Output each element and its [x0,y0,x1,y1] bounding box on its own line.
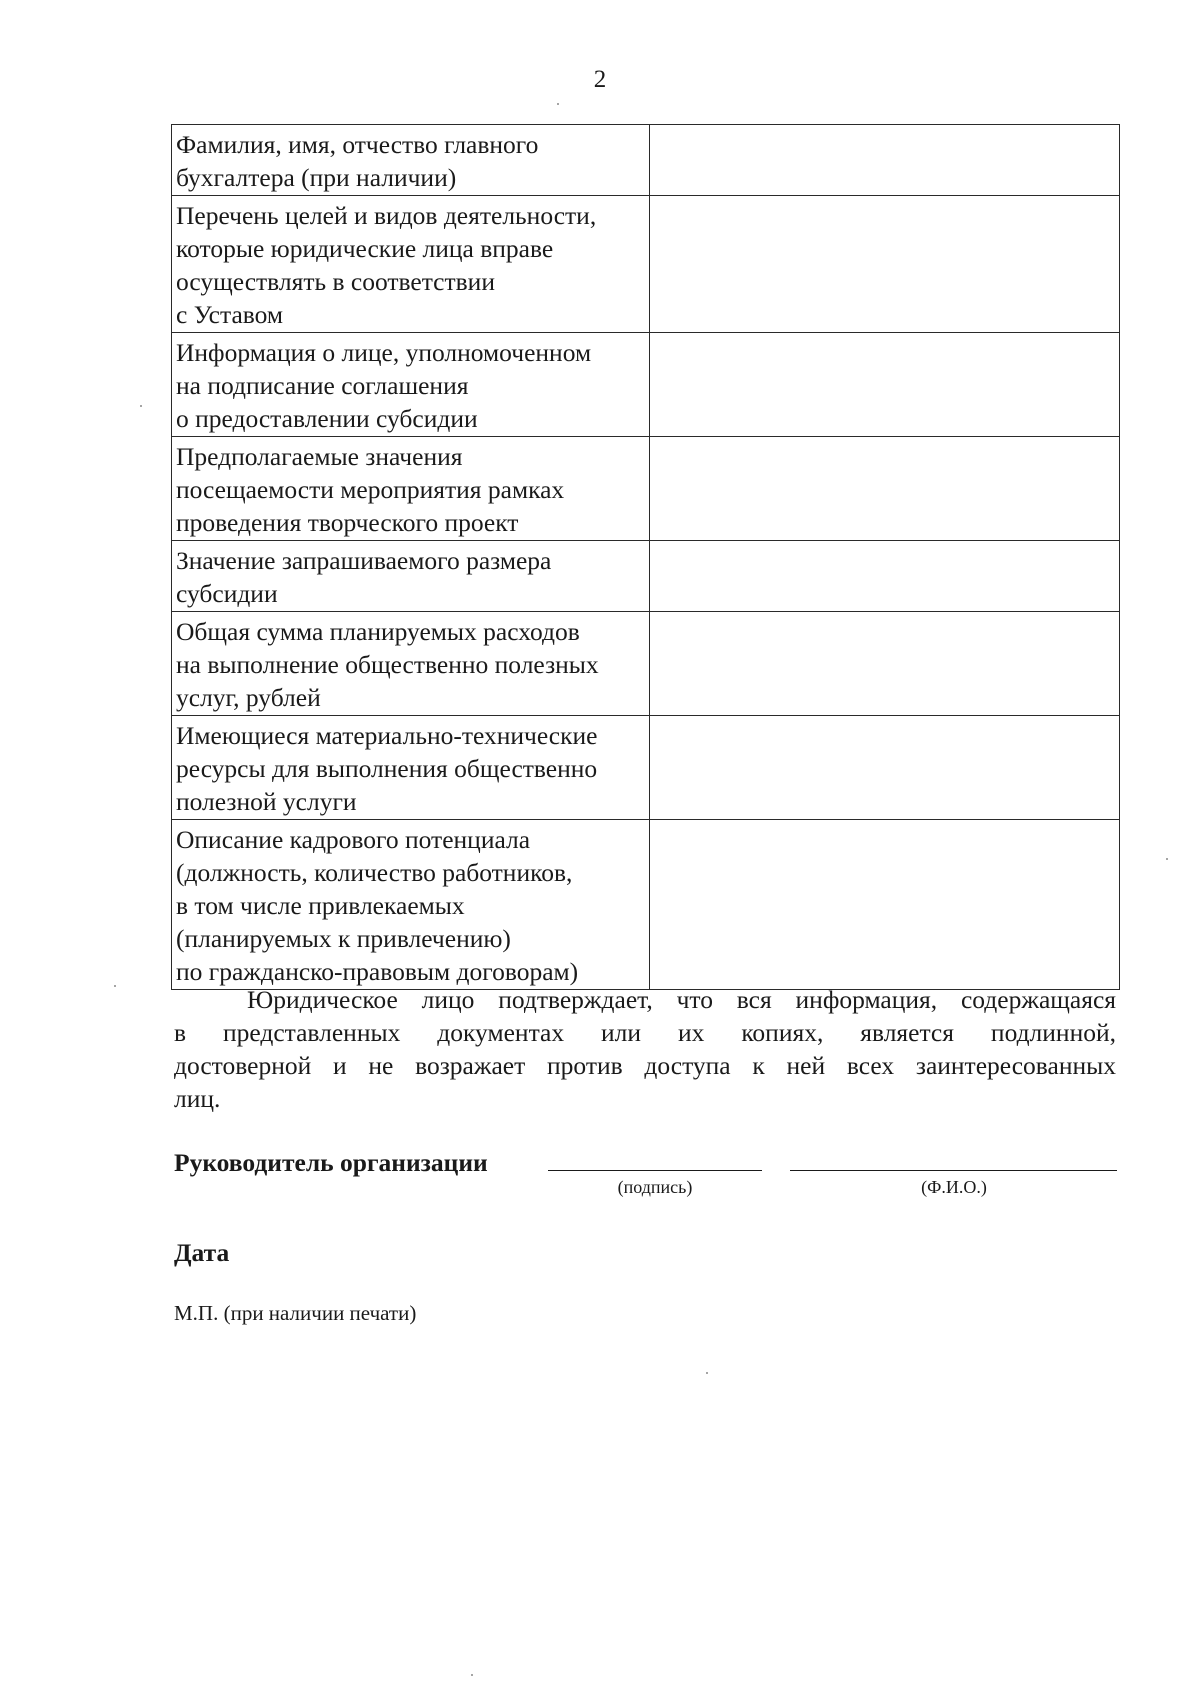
date-label: Дата [174,1238,230,1267]
row-label-line: которые юридические лица вправе [176,234,554,263]
scan-speck [706,1372,708,1374]
row-label-line: (планируемых к привлечению) [176,924,511,953]
row-label-line: по гражданско-правовым договорам) [176,957,579,986]
table-row [172,125,1120,196]
row-label-cell [172,196,650,333]
table-row [172,541,1120,612]
row-label-line: на выполнение общественно полезных [176,650,599,679]
row-label-line: (должность, количество работников, [176,858,573,887]
statement-line: Юридическое лицо подтверждает, что вся информация, содержащаяся [247,985,1116,1014]
row-label-line: Перечень целей и видов деятельности, [176,201,597,230]
row-label-line: услуг, рублей [176,683,321,712]
row-value-field[interactable] [650,196,1120,333]
row-label-line: субсидии [176,579,278,608]
row-label-cell [172,612,650,716]
scan-speck [140,405,142,407]
row-value-field[interactable] [650,820,1120,990]
signature-caption: (подпись) [617,1177,693,1197]
row-label-cell [172,125,650,196]
table-row [172,716,1120,820]
scan-speck [114,985,116,987]
head-of-organization-label: Руководитель организации [174,1148,488,1177]
row-label-line: бухгалтера (при наличии) [176,163,457,192]
full-name-field[interactable] [790,1170,1117,1171]
table-row [172,333,1120,437]
statement-line: в представленных документах или их копиях, является подлинной, [174,1018,1116,1047]
table-row [172,437,1120,541]
scan-speck [557,103,559,105]
row-label-line: проведения творческого проект [176,508,519,537]
table-body [172,125,1120,990]
scan-speck [1166,858,1168,860]
statement-line: достоверной и не возражает против доступа к ней всех заинтересованных [174,1051,1116,1080]
row-label-line: Фамилия, имя, отчество главного [176,130,539,159]
row-label-line: на подписание соглашения [176,371,469,400]
row-value-field[interactable] [650,541,1120,612]
row-label-cell [172,716,650,820]
table-row [172,612,1120,716]
row-label-line: Общая сумма планируемых расходов [176,617,580,646]
row-label-line: посещаемости мероприятия рамках [176,475,565,504]
row-value-field[interactable] [650,437,1120,541]
row-value-field[interactable] [650,716,1120,820]
row-label-line: в том числе привлекаемых [176,891,465,920]
row-label-cell [172,541,650,612]
row-label-cell [172,437,650,541]
row-label-cell [172,333,650,437]
row-label-line: Описание кадрового потенциала [176,825,531,854]
row-label-line: Предполагаемые значения [176,442,463,471]
row-label-line: о предоставлении субсидии [176,404,478,433]
signature-field[interactable] [548,1170,762,1171]
row-label-line: Значение запрашиваемого размера [176,546,552,575]
scan-speck [471,1674,473,1676]
row-label-cell [172,820,650,990]
application-info-table [171,124,1120,990]
row-value-field[interactable] [650,612,1120,716]
row-label-line: Имеющиеся материально-технические [176,721,598,750]
row-label-line: полезной услуги [176,787,357,816]
page-number: 2 [593,66,607,93]
statement-line: лиц. [174,1084,221,1113]
row-value-field[interactable] [650,125,1120,196]
full-name-caption: (Ф.И.О.) [921,1177,987,1197]
confirmation-statement [174,983,1116,1115]
seal-note: М.П. (при наличии печати) [174,1301,417,1325]
row-label-line: Информация о лице, уполномоченном [176,338,592,367]
row-label-line: ресурсы для выполнения общественно [176,754,598,783]
row-value-field[interactable] [650,333,1120,437]
row-label-line: с Уставом [176,300,284,329]
table-row [172,196,1120,333]
row-label-line: осуществлять в соответствии [176,267,495,296]
table-row [172,820,1120,990]
